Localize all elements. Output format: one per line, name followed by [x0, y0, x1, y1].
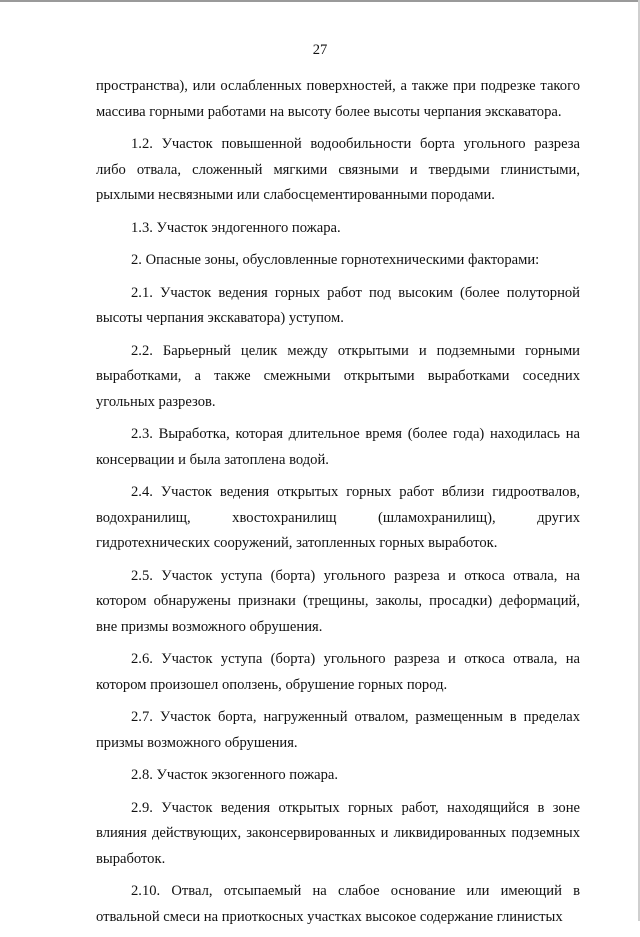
paragraph-2-4: 2.4. Участок ведения открытых горных работ вблизи гидроотвалов, водохранилищ, хвостохранилищ (шламохранилищ), других гидротехнических сооружений, затопленных горных выработок.: [96, 484, 580, 551]
paragraph-2-2: 2.2. Барьерный целик между открытыми и подземными горными выработками, а также смежными открытыми выработками соседних угольных разрезов.: [96, 342, 580, 410]
paragraph-2-5: 2.5. Участок уступа (борта) угольного разреза и откоса отвала, на котором обнаружены признаки (трещины, заколы, просадки) деформаций, вне призмы возможного обрушения.: [96, 567, 580, 635]
paragraph-1-3: 1.3. Участок эндогенного пожара.: [131, 219, 341, 236]
paragraph-1-2: 1.2. Участок повышенной водообильности борта угольного разреза либо отвала, сложенный мягкими связными и твердыми глинистыми, рыхлыми несвязными или слабосцементированными породами.: [96, 136, 580, 203]
page-number: 27: [312, 42, 328, 58]
scan-top-edge: [0, 0, 640, 2]
paragraph-2-3: 2.3. Выработка, которая длительное время (более года) находилась на консервации и была затоплена водой.: [96, 426, 580, 468]
body-text: [96, 74, 580, 937]
paragraph-2-heading: 2. Опасные зоны, обусловленные горнотехническими факторами:: [131, 252, 540, 268]
paragraph-2-6: 2.6. Участок уступа (борта) угольного разреза и откоса отвала, на котором произошел оползень, обрушение горных пород.: [96, 651, 580, 693]
paragraph-2-7: 2.7. Участок борта, нагруженный отвалом, размещенным в пределах призмы возможного обрушения.: [96, 709, 580, 751]
paragraph-2-9: 2.9. Участок ведения открытых горных работ, находящийся в зоне влияния действующих, законсервированных и ликвидированных подземных выработок.: [96, 799, 580, 867]
paragraph-2-10: 2.10. Отвал, отсыпаемый на слабое основание или имеющий в отвальной смеси на приоткосных участках высокое содержание глинистых: [96, 883, 580, 925]
paragraph-2-8: 2.8. Участок экзогенного пожара.: [131, 767, 339, 783]
paragraph-continuation: пространства), или ослабленных поверхностей, а также при подрезке такого массива горными работами на высоту более высоты черпания экскаватора.: [96, 78, 580, 120]
paragraph-2-1: 2.1. Участок ведения горных работ под высоким (более полуторной высоты черпания экскаватора) уступом.: [96, 284, 580, 326]
